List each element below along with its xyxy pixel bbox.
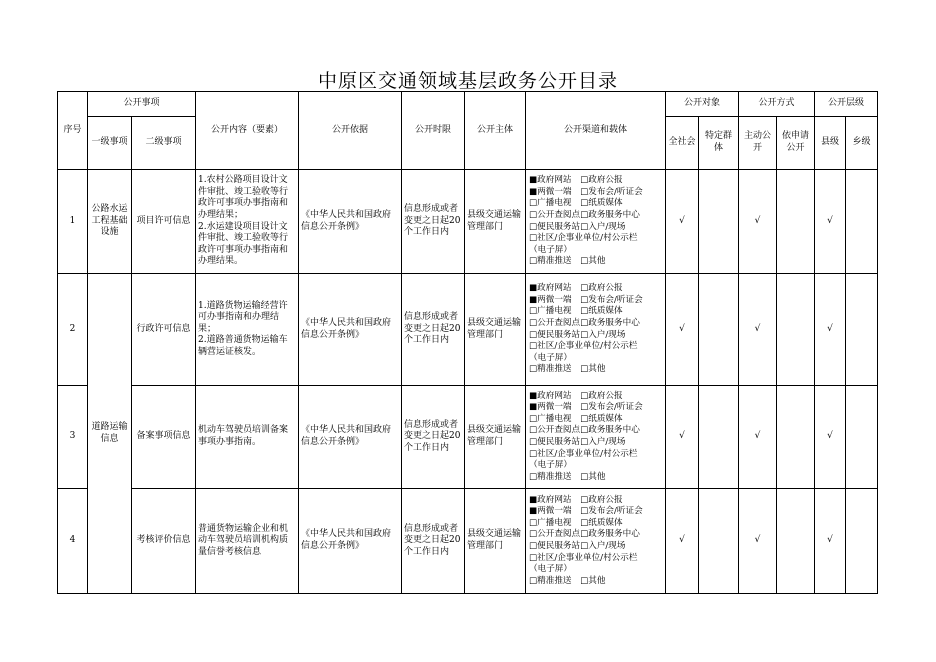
row-subject: 县级交通运输管理部门: [465, 386, 526, 489]
header-subject: 公开主体: [465, 92, 526, 170]
row-basis: 《中华人民共和国政府信息公开条例》: [299, 489, 402, 594]
header-matter: 公开事项: [88, 92, 196, 117]
header-level-town: 乡级: [846, 117, 878, 170]
check-specific: [699, 170, 739, 274]
check-all: √: [666, 489, 699, 594]
row-level2: 项目许可信息: [132, 170, 196, 274]
channel-line: □广播电视 □纸质媒体: [529, 306, 623, 317]
table-row: [58, 489, 878, 594]
disclosure-table: [57, 91, 878, 594]
channel-line: □社区/企事业单位/村公示栏: [529, 448, 638, 459]
channel-line: ■政府网站 □政府公报: [529, 283, 623, 294]
channel-line: □精准推送 □其他: [529, 575, 606, 586]
channel-line: □便民服务站□入户/现场: [529, 329, 626, 340]
row-content: 1.道路货物运输经营许可办事指南和办理结果； 2.道路普通货物运输车辆营运证核发。: [196, 274, 299, 386]
channel-line: ■政府网站 □政府公报: [529, 494, 623, 505]
check-specific: [699, 274, 739, 386]
channel-line: □精准推送 □其他: [529, 471, 606, 482]
check-apply: [777, 489, 815, 594]
row-seq: 1: [58, 170, 88, 274]
header-level: 公开层级: [815, 92, 878, 117]
row-subject: 县级交通运输管理部门: [465, 170, 526, 274]
row-basis: 《中华人民共和国政府信息公开条例》: [299, 274, 402, 386]
channel-line: （电子屏）: [529, 460, 572, 471]
channel-line: ■两微一端 □发布会/听证会: [529, 402, 643, 413]
header-method: 公开方式: [739, 92, 815, 117]
row-channels: [526, 274, 666, 386]
check-active: √: [739, 170, 777, 274]
channel-line: ■政府网站 □政府公报: [529, 175, 623, 186]
header-target-specific: 特定群体: [699, 117, 739, 170]
header-basis: 公开依据: [299, 92, 402, 170]
header-level2: 二级事项: [132, 117, 196, 170]
channel-line: □便民服务站□入户/现场: [529, 221, 626, 232]
check-apply: [777, 274, 815, 386]
row-level2: 行政许可信息: [132, 274, 196, 386]
row-content: 普通货物运输企业和机动车驾驶员培训机构质量信誉考核信息: [196, 489, 299, 594]
header-level-county: 县级: [815, 117, 846, 170]
channel-line: □精准推送 □其他: [529, 364, 606, 375]
header-content: 公开内容（要素）: [196, 92, 299, 170]
row-time: 信息形成或者变更之日起20个工作日内: [402, 170, 465, 274]
check-county: √: [815, 170, 846, 274]
channel-line: ■政府网站 □政府公报: [529, 390, 623, 401]
channel-line: □广播电视 □纸质媒体: [529, 517, 623, 528]
check-active: √: [739, 274, 777, 386]
channel-line: □公开查阅点□政务服务中心: [529, 529, 640, 540]
row-time: 信息形成或者变更之日起20个工作日内: [402, 489, 465, 594]
check-specific: [699, 386, 739, 489]
header-target-all: 全社会: [666, 117, 699, 170]
channel-line: （电子屏）: [529, 564, 572, 575]
header-time: 公开时限: [402, 92, 465, 170]
channel-line: □公开查阅点□政务服务中心: [529, 317, 640, 328]
row-seq: 2: [58, 274, 88, 386]
page-title: 中原区交通领域基层政务公开目录: [317, 70, 618, 92]
channel-line: □社区/企事业单位/村公示栏: [529, 552, 638, 563]
check-specific: [699, 489, 739, 594]
header-method-apply: 依申请公开: [777, 117, 815, 170]
channel-line: ■两微一端 □发布会/听证会: [529, 506, 643, 517]
row-level1: 道路运输信息: [88, 274, 132, 594]
channel-line: □便民服务站□入户/现场: [529, 541, 626, 551]
check-town: [846, 274, 878, 386]
channel-line: □便民服务站□入户/现场: [529, 437, 626, 447]
channel-line: （电子屏）: [529, 352, 572, 363]
table-row: [58, 170, 878, 274]
channel-line: ■两微一端 □发布会/听证会: [529, 294, 643, 305]
row-seq: 4: [58, 489, 88, 594]
check-county: √: [815, 274, 846, 386]
check-county: √: [815, 489, 846, 594]
row-level2: 考核评价信息: [132, 489, 196, 594]
header-seq: 序号: [58, 92, 88, 170]
check-all: √: [666, 170, 699, 274]
channel-line: □社区/企事业单位/村公示栏: [529, 233, 638, 244]
channel-line: □精准推送 □其他: [529, 256, 606, 267]
check-town: [846, 170, 878, 274]
row-channels: [526, 386, 666, 489]
row-seq: 3: [58, 386, 88, 489]
header-row-1: [58, 92, 878, 117]
channel-line: □广播电视 □纸质媒体: [529, 413, 623, 424]
row-time: 信息形成或者变更之日起20个工作日内: [402, 386, 465, 489]
row-content: 机动车驾驶员培训备案事项办事指南。: [196, 386, 299, 489]
check-county: √: [815, 386, 846, 489]
row-content: 1.农村公路项目设计文件审批、竣工验收等行政许可事项办事指南和办理结果； 2.水运建设项目设计文件审批、竣工验收等行政许可事项办事指南和办理结果。: [196, 170, 299, 274]
row-level1: 公路水运工程基础设施: [88, 170, 132, 274]
row-channels: [526, 170, 666, 274]
table-row: [58, 274, 878, 386]
row-channels: [526, 489, 666, 594]
row-subject: 县级交通运输管理部门: [465, 274, 526, 386]
channel-line: □社区/企事业单位/村公示栏: [529, 341, 638, 352]
header-channel: 公开渠道和载体: [526, 92, 666, 170]
header-level1: 一级事项: [88, 117, 132, 170]
check-all: √: [666, 274, 699, 386]
check-apply: [777, 170, 815, 274]
check-town: [846, 489, 878, 594]
channel-line: □广播电视 □纸质媒体: [529, 198, 623, 209]
check-active: √: [739, 489, 777, 594]
table-row: [58, 386, 878, 489]
channel-line: ■两微一端 □发布会/听证会: [529, 186, 643, 197]
channel-line: □公开查阅点□政务服务中心: [529, 209, 640, 220]
channel-line: □公开查阅点□政务服务中心: [529, 425, 640, 436]
row-subject: 县级交通运输管理部门: [465, 489, 526, 594]
row-basis: 《中华人民共和国政府信息公开条例》: [299, 386, 402, 489]
header-target: 公开对象: [666, 92, 739, 117]
header-method-active: 主动公开: [739, 117, 777, 170]
check-all: √: [666, 386, 699, 489]
check-town: [846, 386, 878, 489]
row-time: 信息形成或者变更之日起20个工作日内: [402, 274, 465, 386]
check-active: √: [739, 386, 777, 489]
row-level2: 备案事项信息: [132, 386, 196, 489]
row-basis: 《中华人民共和国政府信息公开条例》: [299, 170, 402, 274]
channel-line: （电子屏）: [529, 244, 572, 255]
check-apply: [777, 386, 815, 489]
